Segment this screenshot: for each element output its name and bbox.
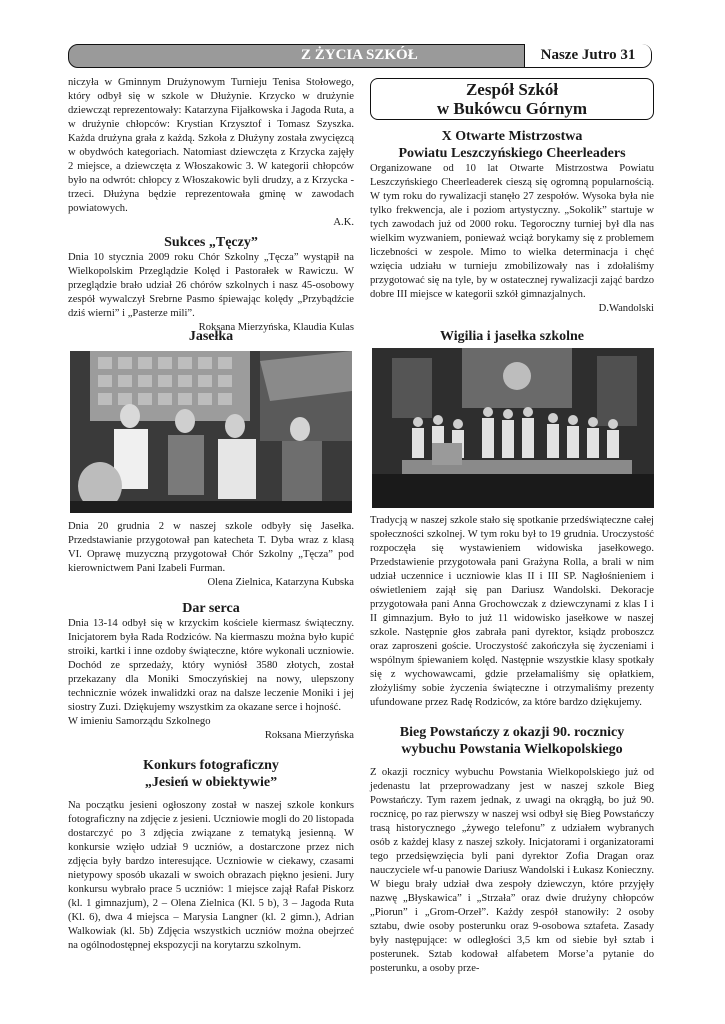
teczy-article-signature: Roksana Mierzyńska, Klaudia Kulas bbox=[198, 322, 354, 333]
jaselka-heading-wrap bbox=[68, 328, 354, 345]
bieg-heading-line1: Bieg Powstańczy z okazji 90. rocznicy bbox=[399, 725, 625, 740]
konkurs-heading-line1: Konkurs fotograficzny bbox=[143, 758, 279, 773]
jaselka-heading: Jasełka bbox=[188, 329, 234, 344]
cheer-article-signature: D.Wandolski bbox=[598, 303, 654, 314]
jaselka-article-text: Dnia 20 grudnia 2 w naszej szkole odbyły się Jasełka. Przedstawianie przygotował pan katecheta T. Dyba wraz z klasą VI. Oprawę muzyczną przygotował Chór Szkolny „Tęcza” pod kierownictwem Pani Izabeli Furman. bbox=[68, 521, 354, 574]
right-column-bottom bbox=[370, 514, 654, 976]
cheer-heading-line1: X Otwarte Mistrzostwa bbox=[441, 129, 583, 144]
wigilia-photo bbox=[372, 348, 654, 508]
school-banner-line1: Zespół Szkół bbox=[465, 80, 559, 99]
page-header-bar bbox=[68, 44, 652, 68]
teczy-article-text: Dnia 10 stycznia 2009 roku Chór Szkolny „Tęcza” wystąpił na Wielkopolskim Przeglądzie Kolęd i Pastorałek w Rawiczu. W przeglądzie brało udział 26 chórów szkolnych i nasz 45-osobowy zespół wywalczył Srebrne Pasmo śpiewając kolędy „Przybądźcie dziś wierni” i „Pasterze mili”. bbox=[68, 252, 354, 319]
jaselka-photo bbox=[70, 351, 352, 513]
jaselka-photo-image bbox=[70, 351, 352, 513]
jaselka-article-signature: Olena Zielnica, Katarzyna Kubska bbox=[207, 577, 354, 588]
bieg-article-text: Z okazji rocznicy wybuchu Powstania Wielkopolskiego już od jedenastu lat przeprowadzany jest w naszej szkole Bieg Powstańczy. Tym razem jednak, z uwagi na okrągłą, bo już 90. rocznicę, po raz pierwszy w naszej wsi odbył się Bieg Powstańczy trasą historycznego „żywego telefonu” z udziałem wybranych osób z każdej klasy z naszej szkoły. Inicjatorami i organizatorami tego przedsięwzięcia byli pani dyrektor Zofia Dragan oraz nauczyciele wf-u panowie Dariusz Wandolski i Łukasz Konieczny. W biegu brały udział dwa zespoły dziewczyn, które przyjęły nazwę „Błyskawica” i „Strzała” oraz dwie drużyny chłopców „Piorun” i „Grom-Orzeł”. Każdy zespół stanowiły: 2 osoby sztabu, dwie osoby posterunku oraz 9-osobowa sztafeta. Zasady były następujące: w odległości 3,5 km od siebie był sztab i posterunek. Sztab kodował alfabetem Morse’a pytanie do posterunku, a osoby prze- bbox=[370, 767, 654, 974]
school-banner bbox=[370, 78, 654, 120]
dar-serca-signature-line2: Roksana Mierzyńska bbox=[264, 730, 354, 741]
magazine-page-label: Nasze Jutro 31 bbox=[524, 44, 651, 67]
bieg-heading-line2: wybuchu Powstania Wielkopolskiego bbox=[401, 742, 623, 757]
tennis-article-signature: A.K. bbox=[333, 217, 354, 228]
left-column-bottom bbox=[68, 520, 354, 953]
school-banner-line2: w Bukówcu Górnym bbox=[436, 99, 588, 118]
wigilia-photo-image bbox=[372, 348, 654, 508]
tennis-article-text: niczyła w Gminnym Drużynowym Turnieju Tenisa Stołowego, który odbył się w szkole w Dłużynie. Krzycko w drużynie dziewcząt reprezentowały: Katarzyna Fijałkowska i Jagoda Ruta, a w drużynie chłopców: Krystian Krzysztof i Tomasz Szyszka. Każda drużyna grała z każdą. Szkoła z Dłużyny została zwycięzcą w obydwóch kategoriach. Natomiast dziewczęta z Krzycka zajęły 2 miejsce, a dziewczęta z Włoszakowic 3. W kategorii chłopców było na odwrót: chłopcy z Włoszakowic byli drudzy, a z Krzycka - trzeci. Dłużyna będzie reprezentowała gminę w zawodach powiatowych. bbox=[68, 77, 354, 214]
wigilia-heading-wrap bbox=[370, 328, 654, 345]
dar-serca-article-text: Dnia 13-14 odbył się w krzyckim kościele kiermasz świąteczny. Inicjatorem była Rada Rodziców. Na kiermaszu można było kupić stroiki, kartki i inne ozdoby świąteczne, które wykonali uczniowie. Dochód ze sprzedaży, który wyniósł 3580 złotych, został przekazany dla Moniki Smoczyńskiej na nowy, ulepszony technicznie wózek inwalidzki oraz na dalsze leczenie Moniki i jej siostry Zuzi. Dziękujemy wszystkim za okazane serce i hojność. bbox=[68, 618, 354, 713]
konkurs-heading-line2: „Jesień w obiektywie” bbox=[144, 775, 278, 790]
konkurs-article-text: Na początku jesieni ogłoszony został w naszej szkole konkurs fotograficzny na zdjęcie z jesieni. Uczniowie mogli do 20 listopada dostarczyć po 3 zdjęcia związane z tematyką jesienną. W konkursie wzięło udział 9 uczniów, a dostarczone przez nich zdjęcia były bardzo interesujące. Uczniowie w ciekawy, czasami nietypowy sposób ukazali w swoich obrazach piękno jesieni. Jury konkursu wybrało prace 5 uczniów: 1 miejsce zajął Rafał Piskorz (kl. 1 gimnazjum), 2 – Olena Zielnica (Kl. 5 b), 3 – Jagoda Ruta (Kl. 6), dwa 4 miejsca – Marysia Langner (kl. 2 gimn.), Adrian Walkowiak (kl. 5b) Zdjęcia wszystkich uczniów można obejrzeć na ogólnodostępnej ekspozycji na korytarzu szkolnym. bbox=[68, 800, 354, 951]
wigilia-heading: Wigilia i jasełka szkolne bbox=[439, 329, 585, 344]
teczy-heading: Sukces „Tęczy” bbox=[164, 235, 258, 250]
cheer-article-text: Organizowane od 10 lat Otwarte Mistrzostwa Powiatu Leszczyńskiego Cheerleaderek cieszą się ogromną popularnością. W tym roku do rywalizacji stanęło 27 zespołów. Wysoka była nie tylko frekwencja, ale i poziom artystyczny. „Sokolik” startuje w tych zawodach już od 2000 roku. Tegoroczny turniej był dla nas wielkim wyzwaniem, ponieważ wciąż borykamy się z problemem liczebności w zespole. Mimo to wielka determinacja i chęć wzięcia udziału w turnieju zmobilizowały nas i zdołaliśmy przygotować się na tyle, by w ostatecznej rywalizacji zająć bardzo dobre III miejsce w kategorii szkół gimnazjalnych. bbox=[370, 163, 654, 300]
right-column-top bbox=[370, 128, 654, 316]
dar-serca-signature-line1: W imieniu Samorządu Szkolnego bbox=[68, 716, 211, 727]
left-column-top bbox=[68, 76, 354, 335]
wigilia-article-text: Tradycją w naszej szkole stało się spotkanie przedświąteczne całej społeczności szkolnej. W tym roku był to 19 grudnia. Uroczystość rozpoczęła się wystawieniem widowiska jasełkowego. Przedstawienie przygotowała pani Grażyna Rolla, a brali w nim udział uczennice i uczniowie klas II i III SP. Nagłośnieniem i oświetleniem zajął się pan Dariusz Wandolski. Dekoracje przygotowała pani Anna Grochowczak z dziewczynami z klas I i II gimnazjum. Było to już 11 widowisko jasełkowe w naszej szkole. Następnie głos zabrała pani dyrektor, ksiądz proboszcz oraz zaproszeni goście. Uroczystość zakończyła się życzeniami i wspólnym śpiewaniem kolęd. Następnie wszystkie klasy spotkały się z wychowawcami, gdzie przełamaliśmy się opłatkiem, złożyliśmy sobie życzenia świąteczne i otrzymaliśmy prezenty ufundowane przez Radę Rodziców, za które bardzo dziękujemy. bbox=[370, 515, 654, 708]
dar-serca-heading: Dar serca bbox=[182, 601, 240, 616]
section-title: Z ŻYCIA SZKÓŁ bbox=[301, 47, 418, 63]
cheer-heading-line2: Powiatu Leszczyńskiego Cheerleaders bbox=[398, 146, 626, 161]
